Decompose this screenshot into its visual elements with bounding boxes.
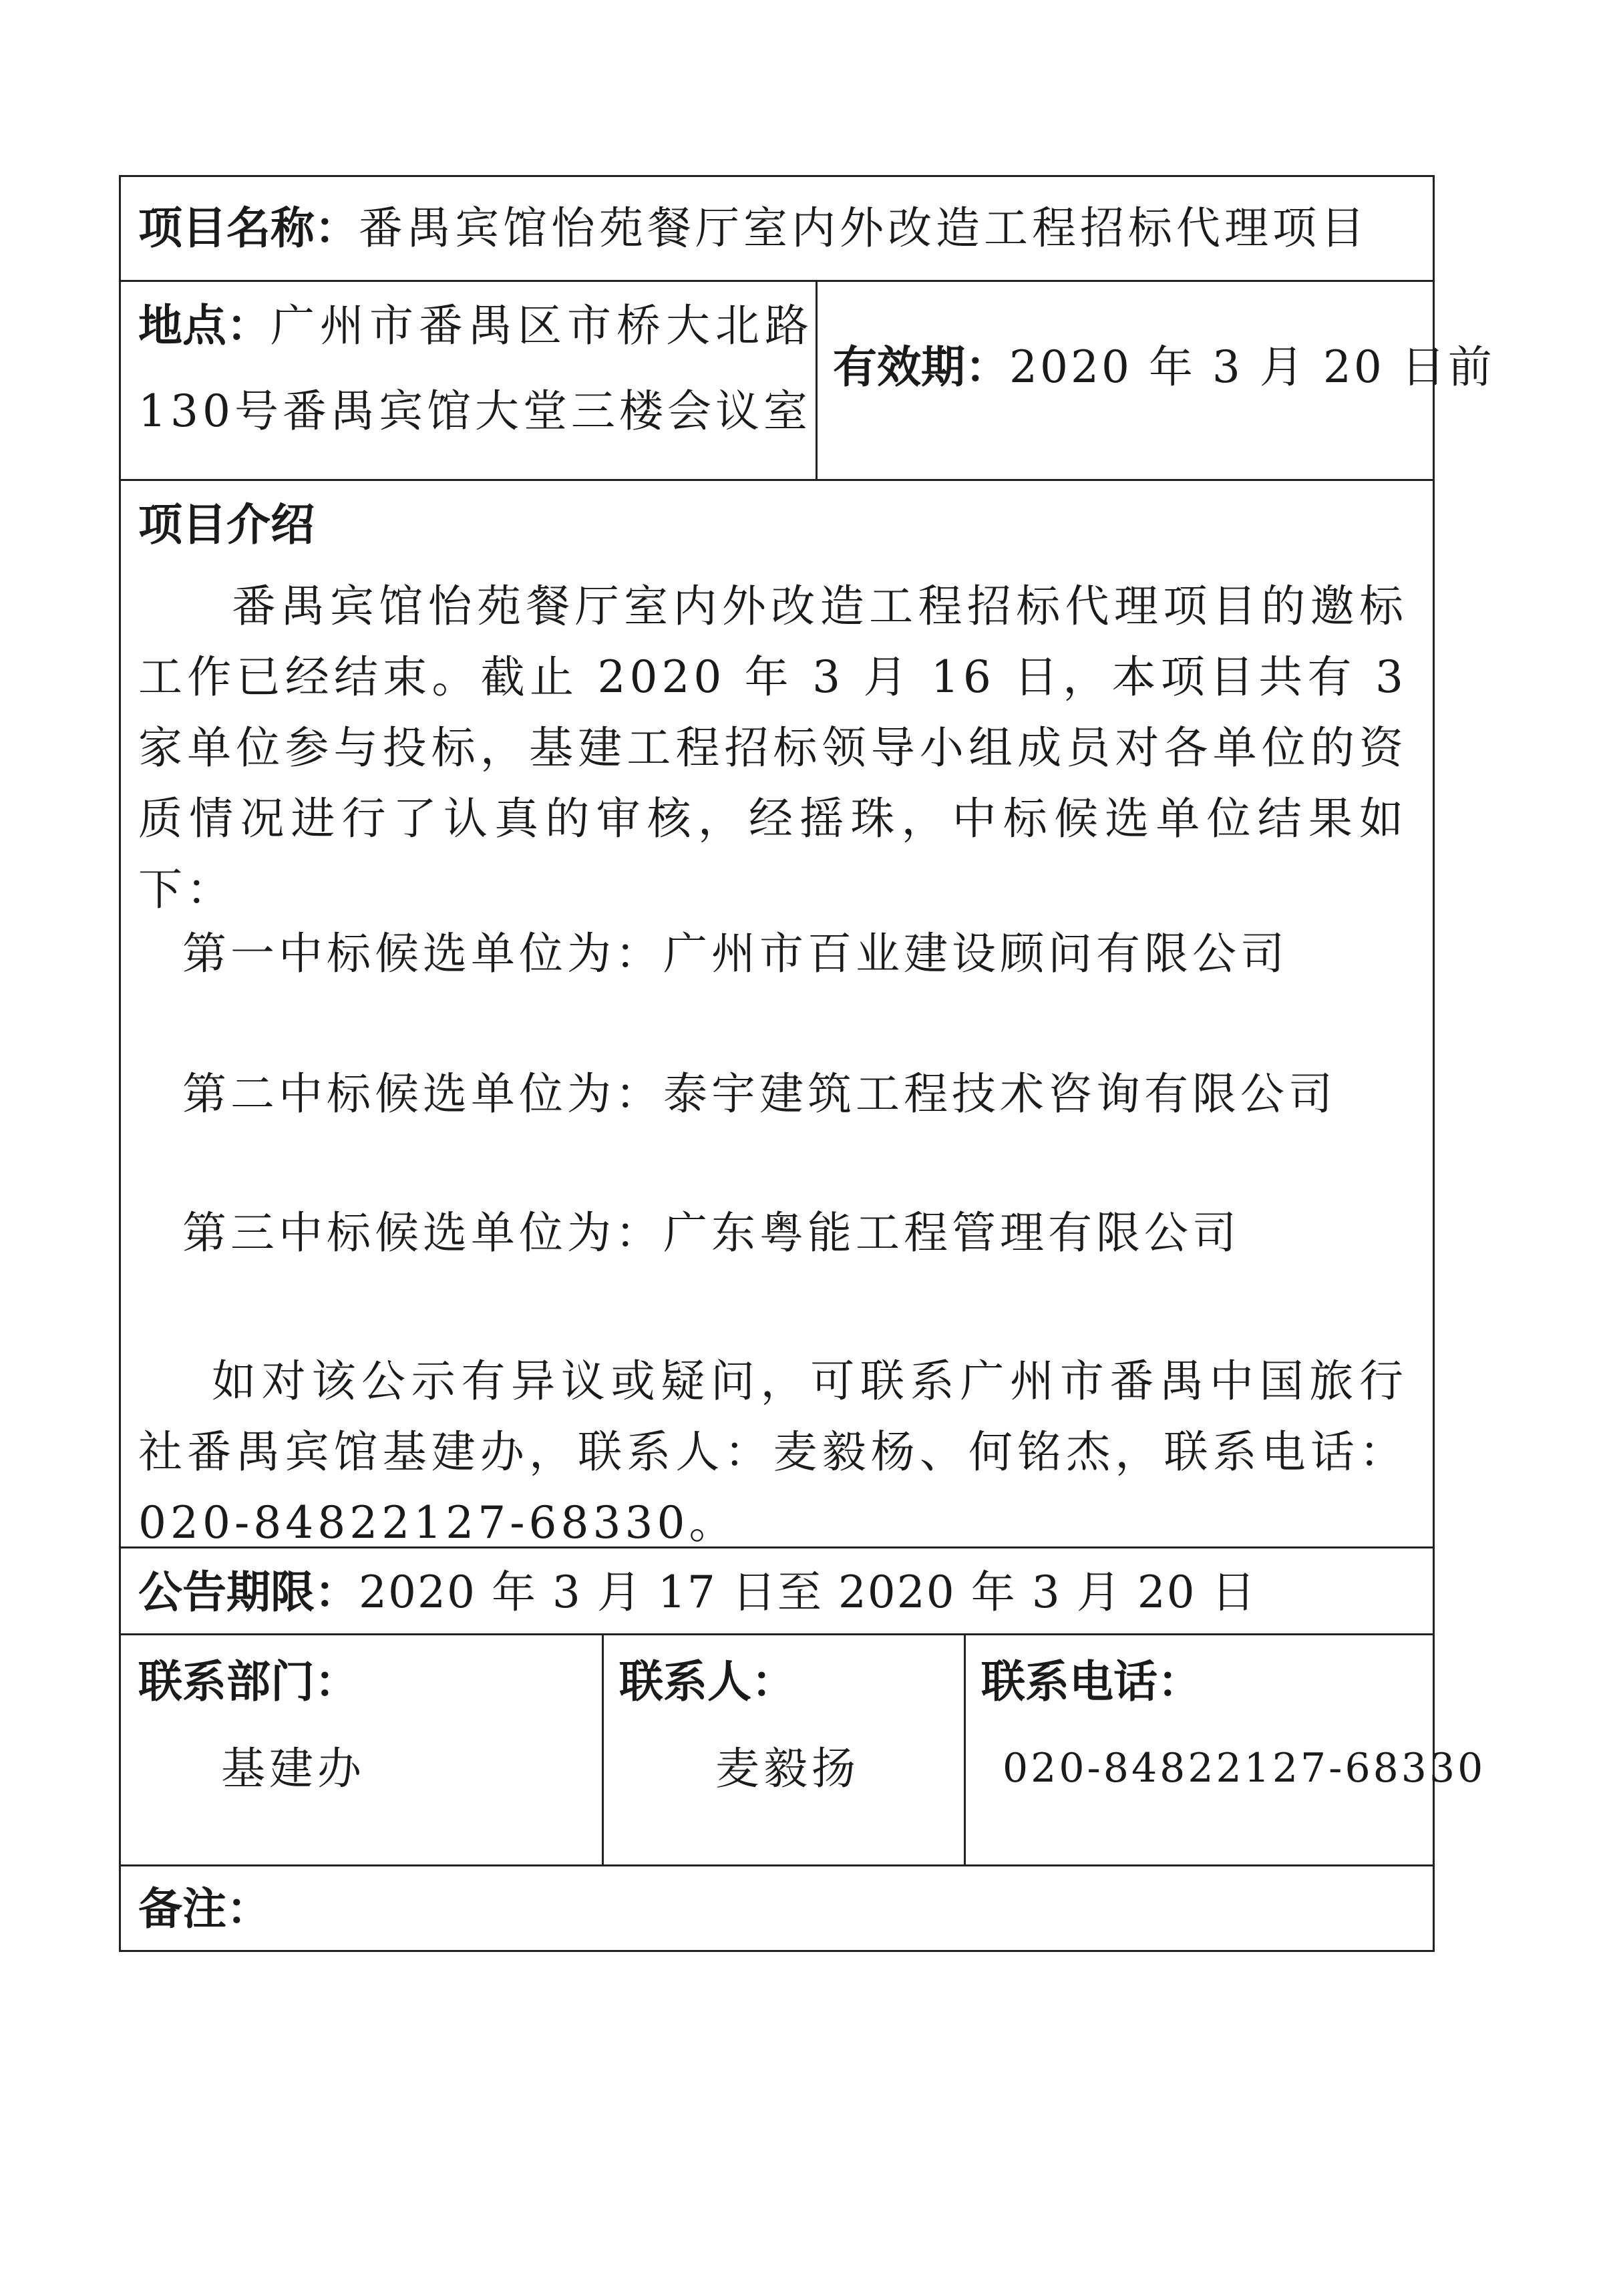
location-label: 地点： — [138, 300, 271, 351]
row-divider — [121, 280, 1433, 282]
validity-row — [833, 341, 1495, 393]
contact-person-label: 联系人： — [619, 1656, 795, 1707]
project-name-label: 项目名称： — [138, 202, 359, 254]
notice-period-row — [138, 1567, 1257, 1618]
remarks-label: 备注： — [138, 1883, 271, 1935]
announcement-table — [119, 175, 1495, 1952]
validity-value: 2020 年 3 月 20 日前 — [1009, 341, 1495, 393]
notice-period-label: 公告期限： — [138, 1567, 359, 1618]
intro-heading: 项目介绍 — [138, 499, 315, 550]
notice-period-value: 2020 年 3 月 17 日至 2020 年 3 月 20 日 — [359, 1567, 1257, 1618]
validity-label: 有效期： — [833, 341, 1009, 393]
contact-phone-label: 联系电话： — [981, 1656, 1202, 1707]
contact-phone-value: 020-84822127-68330 — [1003, 1745, 1486, 1792]
contact-person-value: 麦毅扬 — [715, 1743, 860, 1794]
contact-dept-label: 联系部门： — [138, 1656, 359, 1707]
location-value-line2: 130号番禺宾馆大堂三楼会议室 — [138, 385, 812, 437]
location-line-1 — [138, 300, 814, 351]
column-divider — [602, 1633, 604, 1864]
contact-dept-value: 基建办 — [221, 1743, 365, 1794]
intro-paragraph: 番禺宾馆怡苑餐厅室内外改造工程招标代理项目的邀标工作已经结束。截止 2020 年 3 月 16 日，本项目共有 3 家单位参与投标，基建工程招标领导小组成员对各单位的资质情况进行了认真的审核，经摇珠，中标候选单位结果如下： — [138, 581, 1407, 915]
column-divider — [964, 1633, 966, 1864]
contact-paragraph: 如对该公示有异议或疑问，可联系广州市番禺中国旅行社番禺宾馆基建办，联系人：麦毅杨、何铭杰，联系电话：020-84822127-68330。 — [138, 1355, 1407, 1548]
column-divider — [816, 280, 818, 479]
location-value-line1: 广州市番禺区市桥大北路 — [271, 300, 814, 351]
row-divider — [121, 1633, 1433, 1635]
project-name-value: 番禺宾馆怡苑餐厅室内外改造工程招标代理项目 — [359, 202, 1369, 254]
candidate-third: 第三中标候选单位为：广东粤能工程管理有限公司 — [182, 1207, 1240, 1259]
row-divider — [121, 1864, 1433, 1866]
row-divider — [121, 479, 1433, 481]
candidate-second: 第二中标候选单位为：泰宇建筑工程技术咨询有限公司 — [182, 1068, 1336, 1120]
candidate-first: 第一中标候选单位为：广州市百业建设顾问有限公司 — [182, 928, 1288, 979]
project-name-row — [138, 202, 1369, 254]
